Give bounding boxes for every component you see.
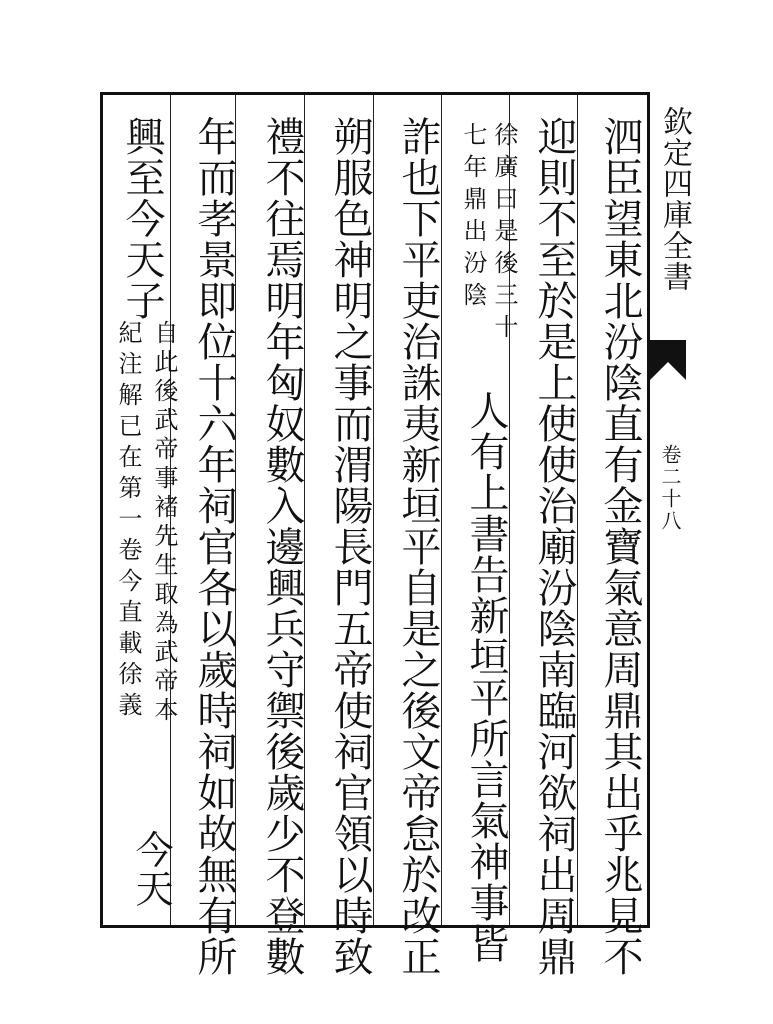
text-column-3: 人有上書告新垣平所言氣神事皆 — [463, 390, 509, 964]
text-column-7: 年而孝景即位十六年祠官各以歲時祠如故無有所 — [191, 116, 237, 977]
text-column-8-tail: 今天 — [129, 830, 173, 908]
column-rule — [441, 95, 442, 925]
text-column-5: 朔服色神明之事而渭陽長門五帝使祠官領以時致 — [327, 116, 373, 977]
note-column-8-right: 自此後武帝事褚先生取為武帝本 — [150, 320, 178, 726]
text-column-2: 迎則不至於是上使使治廟汾陰南臨河欲祠出周鼎 — [531, 116, 577, 977]
note-column-8-left: 紀注解已在第一卷今直載徐義 — [114, 320, 142, 723]
juan-number: 卷二十八 — [658, 444, 682, 532]
text-column-1: 泗臣望東北汾陰直有金寶氣意周鼎其出乎兆見不 — [597, 116, 643, 977]
text-column-4: 詐也下平吏治誅夷新垣平自是之後文帝怠於改正 — [395, 116, 441, 977]
text-column-6: 禮不往焉明年匈奴數入邊興兵守禦後歲少不登數 — [259, 116, 305, 977]
fish-tail-mark — [650, 340, 686, 380]
column-rule — [577, 95, 578, 925]
column-rule — [373, 95, 374, 925]
text-column-8-head: 興至今天子 — [119, 116, 165, 321]
book-title: 欽定四庫全書 — [657, 106, 692, 292]
note-column-right: 徐廣曰是後三十 — [490, 122, 518, 346]
note-column-left: 七年鼎出汾陰 — [459, 122, 487, 314]
